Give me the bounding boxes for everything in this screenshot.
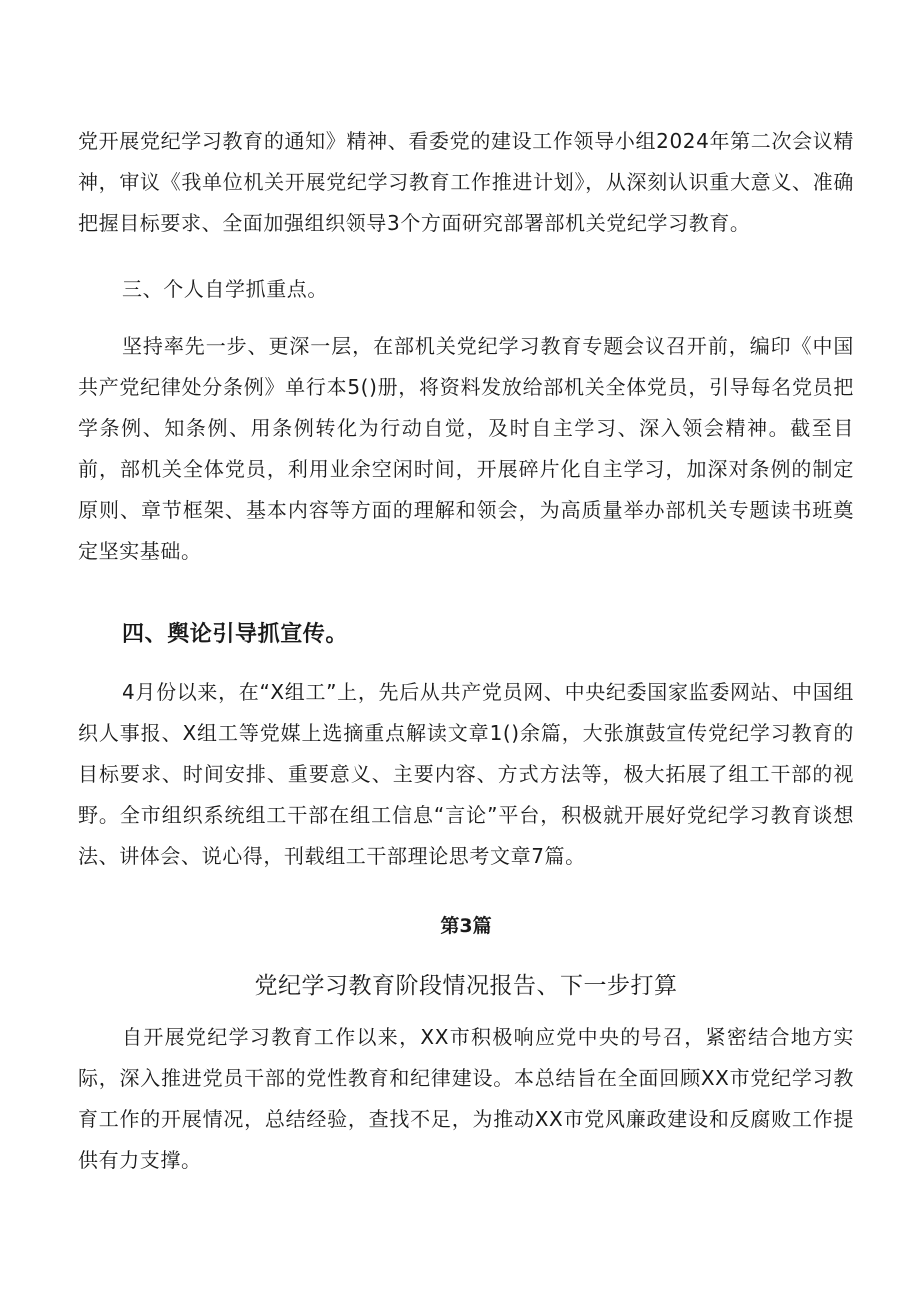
paragraph-self-study: 坚持率先一步、更深一层，在部机关党纪学习教育专题会议召开前，编印《中国共产党纪律处分条例》单行本5()册，将资料发放给部机关全体党员，引导每名党员把学条例、知条例、用条例转化为行动自觉，及时自主学习、深入领会精神。截至目前，部机关全体党员，利用业余空闲时间，开展碎片化自主学习，加深对条例的制定原则、章节框架、基本内容等方面的理解和领会，为高质量举办部机关专题读书班奠定坚实基础。: [78, 334, 854, 563]
section-title: 党纪学习教育阶段情况报告、下一步打算: [254, 973, 678, 999]
section-number: 第3篇: [440, 915, 492, 937]
heading-self-study: 三、个人自学抓重点。: [122, 277, 328, 301]
paragraph-meeting-spirit: 党开展党纪学习教育的通知》精神、看委党的建设工作领导小组2024年第二次会议精神，审议《我单位机关开展党纪学习教育工作推进计划》，从深刻认识重大意义、准确把握目标要求、全面加强组织领导3个方面研究部署部机关党纪学习教育。: [78, 129, 854, 235]
heading-public-opinion: 四、舆论引导抓宣传。: [122, 622, 349, 647]
paragraph-public-opinion: 4月份以来，在“X组工”上，先后从共产党员网、中央纪委国家监委网站、中国组织人事报、X组工等党媒上选摘重点解读文章1()余篇，大张旗鼓宣传党纪学习教育的目标要求、时间安排、重要意义、主要内容、方式方法等，极大拓展了组工干部的视野。全市组织系统组工干部在组工信息“言论”平台，积极就开展好党纪学习教育谈想法、讲体会、说心得，刊载组工干部理论思考文章7篇。: [78, 680, 854, 868]
paragraph-closing: 自开展党纪学习教育工作以来，XX市积极响应党中央的号召，紧密结合地方实际，深入推进党员干部的党性教育和纪律建设。本总结旨在全面回顾XX市党纪学习教育工作的开展情况，总结经验，查找不足，为推动XX市党风廉政建设和反腐败工作提供有力支撑。: [78, 1025, 854, 1172]
